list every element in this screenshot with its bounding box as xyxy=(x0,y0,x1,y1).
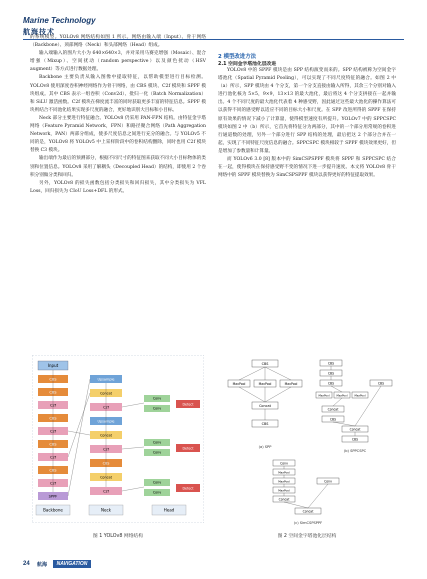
conv-label: Conv xyxy=(152,396,162,401)
cbs-label: CBS xyxy=(49,377,57,382)
maxpool-label: MaxPool xyxy=(336,393,348,398)
maxpool-label: MaxPool xyxy=(232,381,246,386)
cbs-label: CBS xyxy=(329,417,337,422)
c2f-label: C2f xyxy=(49,403,57,408)
upsample-label: Upsample xyxy=(97,377,115,382)
connector-line xyxy=(333,422,355,426)
figure-2b-diagram xyxy=(312,356,398,456)
cbs-label: CBS xyxy=(261,421,269,426)
navigation-badge: NAVIGATION xyxy=(53,560,91,568)
detect-label: Detect xyxy=(182,446,194,451)
figure-2b-label: (b) SPPCSPC xyxy=(343,449,367,453)
concat-label: Concat xyxy=(349,427,361,432)
section-heading: 2 模型改进方法 xyxy=(218,54,256,60)
left-paragraph: 输出端作为最后的预测部分，根据不同尺寸的特征图来获取不同大小目标物体的类别和位置信息。YOLOv8 采用了解耦头（Decoupled Head）的结构，即使用 2 个卷积分别做分类和回归。 xyxy=(30,156,206,178)
connector-line xyxy=(331,386,342,392)
page-footer xyxy=(23,560,404,572)
c2f-label: C2f xyxy=(103,489,109,494)
conv-label: Conv xyxy=(152,490,162,495)
c2f-label: C2f xyxy=(103,405,109,410)
right-column xyxy=(218,52,396,180)
maxpool-label: MaxPool xyxy=(284,381,298,386)
maxpool-label: MaxPool xyxy=(258,381,272,386)
concat-label: Concat xyxy=(259,403,271,408)
concat-label: Concat xyxy=(100,433,112,438)
connector-line xyxy=(265,367,291,380)
input-label: Input xyxy=(47,363,59,368)
journal-name: 航海 xyxy=(37,562,48,568)
subsection-heading: 2.1 空间金字塔池化层改进 xyxy=(218,62,277,67)
cbs-label: CBS xyxy=(327,361,335,366)
cbs-label: CBS xyxy=(49,442,57,447)
conv-label: Conv xyxy=(152,480,162,485)
maxpool-label: MaxPool xyxy=(278,488,290,493)
journal-title-cn: 航海技术 xyxy=(23,28,55,36)
upsample-label: Upsample xyxy=(97,419,115,424)
concat-label: Concat xyxy=(100,475,112,480)
figure-2c-label: (c) SimCSPSPPF xyxy=(293,521,323,525)
concat-label: Concat xyxy=(278,497,290,502)
head-label: Head xyxy=(163,507,175,513)
connector-line xyxy=(239,367,265,380)
left-paragraph: Neck 部分主要进行特征融合。YOLOv8 仍采用 PAN-FPN 结构。由特征金字塔网络（Feature Pyramid Network，FPN）和路径聚合网络（Path Aggregation Network，PAN）两部分组成，使多尺度信息之间进行充分的融合。与 YOLOv5 不同的是，YOLOv8 将 YOLOv5 中上采样阶段中的卷积结构删除，同时也用 C2f 模块替换 C3 模块。 xyxy=(30,115,206,154)
cbs-label: CBS xyxy=(49,390,57,395)
left-paragraph: Backbone 主要负责从输入图像中提取特征，以帮助模型进行目标检测。YOLOv8 使用深度卷积神经网络作为骨干网络，由 CBS 模块、C2f 模块和 SPPF 模块组成。其中 CBS 表示一组卷积（Conv2d）、批归一化（Batch Normalization）和 SiLU 激活函数。C2f 模块在梯度流丰富的同时获取更多丰富的特征信息。SPPF 模块则结合不同池化结果实现多尺度的融合，更好地识别大目标和小目标。 xyxy=(30,75,206,113)
maxpool-label: MaxPool xyxy=(278,470,290,475)
c2f-label: C2f xyxy=(103,447,109,452)
cbs-label: CBS xyxy=(49,416,57,421)
journal-title-en: Marine Technology xyxy=(23,16,96,25)
concat-label: Concat xyxy=(302,509,314,514)
connector-line xyxy=(284,502,308,508)
figure-2-caption: 图 2 空间金字塔池化层结构 xyxy=(277,534,337,539)
maxpool-label: MaxPool xyxy=(278,479,290,484)
conv-label: Conv xyxy=(152,406,162,411)
conv-label: Conv xyxy=(152,450,162,455)
left-paragraph: 的系统模型。YOLOv8 网络结构如图 1 所示。网络由输入端（Input）、骨干网络（Backbone）、颈部网络（Neck）和头部网络（Head）组成。 xyxy=(30,35,206,49)
detect-label: Detect xyxy=(182,402,194,407)
concat-label: Concat xyxy=(327,407,339,412)
neck-label: Neck xyxy=(101,507,111,513)
c2f-label: C2f xyxy=(49,455,57,460)
page-number: 24 xyxy=(23,561,30,567)
c2f-label: C2f xyxy=(49,481,57,486)
figure-2c-diagram xyxy=(265,458,351,528)
maxpool-label: MaxPool xyxy=(354,393,366,398)
cbs-label: CBS xyxy=(351,437,359,442)
cbs-label: CBS xyxy=(327,381,335,386)
cbs-label: CBS xyxy=(261,361,269,366)
conv-label: Conv xyxy=(152,440,162,445)
backbone-label: Backbone xyxy=(43,507,63,513)
left-paragraph: 另外，YOLOv8 的损失函数包括分类损失和回归损失，其中分类损失为 VFL Loss，回归损失为 CIoU Loss+DFL 的形式。 xyxy=(30,180,206,194)
cbs-label: CBS xyxy=(49,468,57,473)
left-paragraph: 输入端输入的图片大小为 640×640×3，并对采用马赛克增强（Mosaic）、混合增强（Mixup）、空间扰动（random perspective）以及颜色扰动（HSV augment）等方式进行数据处理。 xyxy=(30,51,206,73)
connector-line xyxy=(239,387,265,402)
maxpool-label: MaxPool xyxy=(318,393,330,398)
figure-1-diagram xyxy=(32,355,204,523)
figure-2a-label: (a) SPP xyxy=(258,445,272,449)
sppf-label: SPPF xyxy=(48,494,58,499)
right-paragraph: YOLOv8 中的 SPPF 模块是由 SPP 结构演变而来的。SPP 结构被称为空间金字塔池化（Spatial Pyramid Pooling），可以实现了不同尺度特征的融合。如图 2 中（a）所示，SPP 模块由 4 个分支，第一个分支直接由输入所得，其余三个分别对输入进行池化核为 5×5，9×9，13×13 的最大池化，最后将这 4 个分支拼接在一起并输出。4 个不同尺度的最大池化代表着 4 种感受野，因此通过这些最大池化的操作算法可以获得不同的感受野以适应不同的目标大小和尺度。在 SPP 改进所得的 SPPF 在保持原有效果的情况下减小了计算量，使得模型速度有所提升。YOLOv7 中的 SPPCSPC 模块如图 2 中（b）所示，它首先将特征分为两部分，其中的一个部分用常规的卷积进行通道数的处理，另外一个部分进行 SPP 结构的处理，最后把这 2 个部分合并在一起，实现了不同特征尺度信息的融合。SPPCSPC 模块相较于 SPPF 模块效果更好，但是增加了参数量和计算量。 xyxy=(218,68,396,154)
connector-line xyxy=(308,484,328,508)
connector-line xyxy=(333,398,342,406)
connector-line xyxy=(265,387,291,402)
cbs-label: CBS xyxy=(327,371,335,376)
cbs-label: CBS xyxy=(102,461,110,466)
left-column xyxy=(30,34,206,196)
c2f-label: C2f xyxy=(49,429,57,434)
conv-label: Conv xyxy=(324,479,332,484)
right-paragraph: 而 YOLOv6 3.0 [8] 版本中的 SimCSPSPPF 模块将 SPPF 和 SPPCSPC 结合在一起，使得模块在保持感受野不变的情况下进一步提升速度。本文将 YOLOv8 骨干网络中的 SPPF 模块替换为 SimCSPSPPF 模块以获得更好的特征提取效果。 xyxy=(218,157,396,179)
detect-label: Detect xyxy=(182,486,194,491)
concat-label: Concat xyxy=(100,391,112,396)
figure-2a-diagram xyxy=(222,356,308,456)
cbs-label: CBS xyxy=(377,381,385,386)
conv-label: Conv xyxy=(280,461,288,466)
figure-1-caption: 图 1 YOLOv8 网络结构 xyxy=(92,534,144,539)
